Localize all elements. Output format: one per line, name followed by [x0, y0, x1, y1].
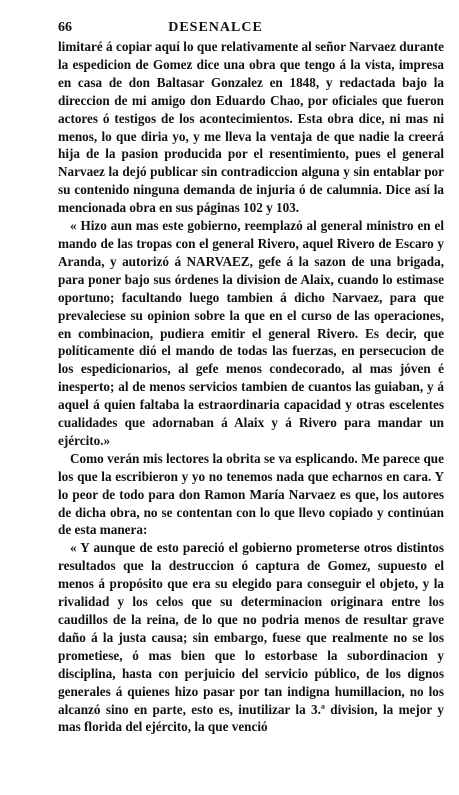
page-header: [58, 20, 429, 36]
page-body: [58, 38, 444, 736]
paragraph-quote-2: « Y aunque de esto pareció el gobierno prometerse otros distintos resultados que la destruccion ó captura de Gomez, supuesto el menos á propósito que era su elegido para conseguir el objeto, y la rivalidad y los celos que su determinacion originara entre los caudillos de la reina, de lo que no podria menos de resultar grave daño á la justa causa; sin embargo, fuese que realmente no se los prometiese, ó mas bien que lo estorbase la subordinacion y disciplina, hasta con perjuicio del servicio público, de los dignos generales á quienes hizo pasar por tan indigna humillacion, no los alcanzó sino en parte, esto es, inutilizar la 3.ª division, la mejor y mas florida del ejército, la que venció: [58, 540, 444, 735]
paragraph-continuation: limitaré á copiar aquí lo que relativamente al señor Narvaez durante la espedicion de Gomez dice una obra que tengo á la vista, impresa en casa de don Baltasar Gonzalez en 1848, y redactada bajo la direccion de mi amigo don Eduardo Chao, por oficiales que fueron actores ó testigos de los acontecimientos. Esta obra dice, ni mas ni menos, lo que diria yo, y me lleva la ventaja de que nadie la creerá hija de la pasion producida por el resentimiento, pues el general Narvaez la dejó publicar sin contradiccion alguna y sin entablar por su contenido ninguna demanda de injuria ó de calumnia. Dice así la mencionada obra en sus páginas 102 y 103.: [58, 39, 444, 216]
running-title: DESENALCE: [168, 20, 263, 35]
page-number: 66: [58, 20, 72, 35]
paragraph-commentary: Como verán mis lectores la obrita se va esplicando. Me parece que los que la escribieron y yo no tenemos nada que echarnos en cara. Y lo peor de todo para don Ramon María Narvaez es que, los autores de dicha obra, no se contentan con lo que llevo copiado y continúan de esta manera:: [58, 450, 444, 538]
paragraph-quote-1: « Hizo aun mas este gobierno, reemplazó al general ministro en el mando de las tropas con el general Rivero, aquel Rivero de Escaro y Aranda, y autorizó á NARVAEZ, gefe á la sazon de una brigada, para poner bajo sus órdenes la division de Alaix, cuando lo estimase oportuno; facultando luego tambien á dicho Narvaez, para que prevaleciese su opinion sobre la que en el curso de las operaciones, en combinacion, pudiera emitir el general Rivero. Es decir, que políticamente dió el mando de todas las fuerzas, en persecucion de los espedicionarios, al gefe menos condecorado, al mas jóven é inesperto; al de menos servicios tambien de cuantos las guiaban, y á aquel á quien faltaba la estraordinaria capacidad y otras escelentes cualidades que adornaban á Alaix y á Rivero para mandar un ejército.»: [58, 218, 444, 448]
